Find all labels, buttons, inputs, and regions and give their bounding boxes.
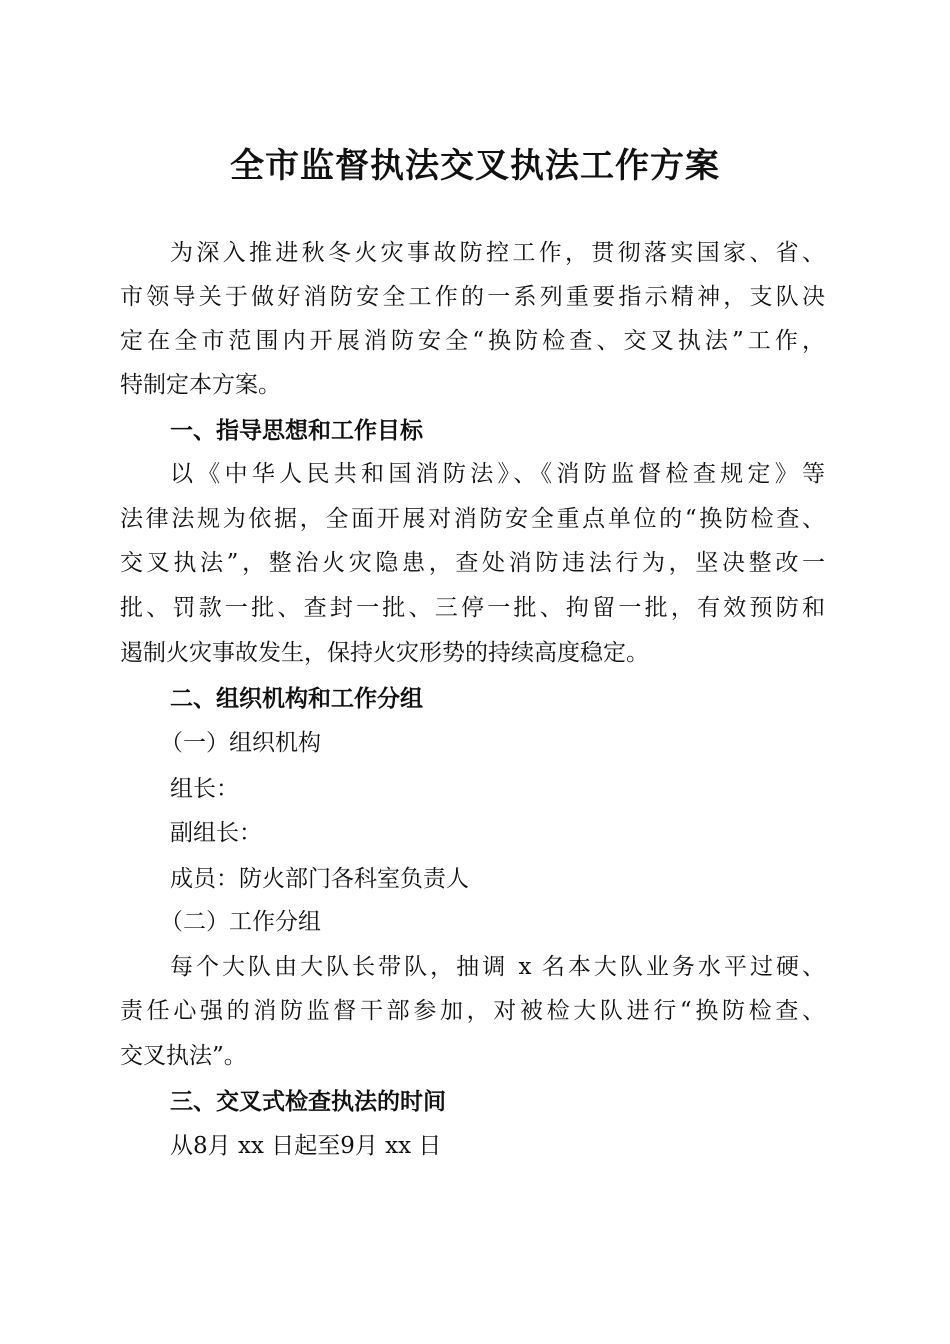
intro-line: 为深入推进秋冬火灾事故防控工作，贯彻落实国家、省、 [170,240,825,266]
section2-line: 每个大队由大队长带队，抽调 x 名本大队业务水平过硬、 [170,954,825,980]
section2-line: 交叉执法”。 [120,1043,247,1069]
document-title: 全市监督执法交叉执法工作方案 [230,146,720,186]
section3-line: 从8月 xx 日起至9月 xx 日 [170,1133,442,1159]
section2-heading: 二、组织机构和工作分组 [170,686,423,712]
members-line: 成员：防火部门各科室负责人 [170,866,469,892]
section1-line: 批、罚款一批、查封一批、三停一批、拘留一批，有效预防和 [120,595,825,621]
section3-heading: 三、交叉式检查执法的时间 [170,1089,446,1115]
intro-line: 定在全市范围内开展消防安全“换防检查、交叉执法”工作， [120,328,825,354]
section1-line: 以《中华人民共和国消防法》、《消防监督检查规定》等 [170,461,825,487]
deputy-leader-line: 副组长： [170,820,262,846]
intro-line: 特制定本方案。 [120,372,281,398]
section1-line: 交叉执法”，整治火灾隐患，查处消防违法行为，坚决整改一 [120,550,825,576]
section1-line: 遏制火灾事故发生，保持火灾形势的持续高度稳定。 [120,640,649,666]
intro-line: 市领导关于做好消防安全工作的一系列重要指示精神，支队决 [120,284,825,310]
section1-line: 法律法规为依据，全面开展对消防安全重点单位的“换防检查、 [120,506,825,532]
subsection-groups: （二）工作分组 [160,909,321,935]
section2-line: 责任心强的消防监督干部参加，对被检大队进行“换防检查、 [120,998,825,1024]
leader-line: 组长： [170,776,239,802]
subsection-org: （一）组织机构 [160,730,321,756]
section1-heading: 一、指导思想和工作目标 [170,418,423,444]
